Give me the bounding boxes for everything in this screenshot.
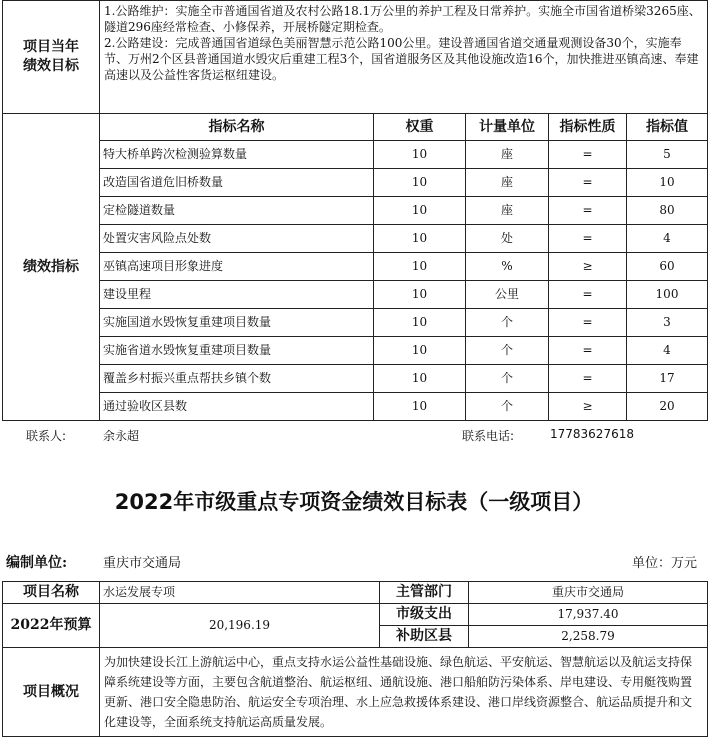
indicator-nature: =	[549, 225, 627, 253]
indicator-nature: =	[549, 141, 627, 169]
contact-phone: 17783627618	[550, 427, 634, 441]
indicator-row	[3, 197, 708, 225]
indicator-unit: 处	[466, 225, 549, 253]
indicator-name: 实施国道水毁恢复重建项目数量	[100, 309, 374, 337]
indicator-value: 60	[627, 253, 708, 281]
indicator-header-row	[3, 114, 708, 141]
indicator-nature: =	[549, 169, 627, 197]
project-table	[2, 581, 708, 737]
indicator-value: 4	[627, 225, 708, 253]
indicator-nature: =	[549, 197, 627, 225]
header-unit: 计量单位	[466, 114, 549, 141]
indicators-label: 绩效指标	[3, 114, 100, 421]
second-title: 2022年市级重点专项资金绩效目标表（一级项目）	[114, 490, 594, 514]
indicator-weight: 10	[374, 197, 466, 225]
indicator-weight: 10	[374, 253, 466, 281]
dept-label: 主管部门	[380, 582, 469, 604]
subsidy-value: 2,258.79	[469, 626, 708, 648]
indicator-nature: =	[549, 309, 627, 337]
indicator-name: 处置灾害风险点处数	[100, 225, 374, 253]
indicator-weight: 10	[374, 337, 466, 365]
indicator-unit: 座	[466, 197, 549, 225]
overview-row	[3, 648, 708, 737]
project-name-row	[3, 582, 708, 604]
indicator-row	[3, 225, 708, 253]
goals-label: 项目当年 绩效目标	[3, 1, 100, 114]
header-weight: 权重	[374, 114, 466, 141]
goals-row	[3, 1, 708, 114]
indicator-name: 巫镇高速项目形象进度	[100, 253, 374, 281]
indicator-row	[3, 141, 708, 169]
indicator-nature: =	[549, 337, 627, 365]
project-name-label: 项目名称	[3, 582, 100, 604]
performance-table	[2, 0, 708, 421]
indicator-nature: ≥	[549, 253, 627, 281]
indicator-row	[3, 393, 708, 421]
project-name: 水运发展专项	[100, 582, 380, 604]
indicator-value: 17	[627, 365, 708, 393]
contact-phone-label: 联系电话:	[462, 429, 515, 443]
indicator-weight: 10	[374, 225, 466, 253]
indicator-row	[3, 337, 708, 365]
city-label: 市级支出	[380, 604, 469, 626]
indicator-name: 定检隧道数量	[100, 197, 374, 225]
indicator-name: 特大桥单跨次检测验算数量	[100, 141, 374, 169]
indicator-nature: =	[549, 365, 627, 393]
indicator-value: 20	[627, 393, 708, 421]
indicator-name: 实施省道水毁恢复重建项目数量	[100, 337, 374, 365]
indicator-unit: %	[466, 253, 549, 281]
indicator-value: 100	[627, 281, 708, 309]
indicator-row	[3, 281, 708, 309]
indicator-row	[3, 365, 708, 393]
subsidy-label: 补助区县	[380, 626, 469, 648]
budget-row	[3, 604, 708, 626]
indicator-unit: 个	[466, 309, 549, 337]
indicator-row	[3, 309, 708, 337]
header-name: 指标名称	[100, 114, 374, 141]
indicator-nature: =	[549, 281, 627, 309]
indicator-name: 通过验收区县数	[100, 393, 374, 421]
indicator-unit: 个	[466, 365, 549, 393]
goals-text	[100, 1, 708, 114]
indicator-weight: 10	[374, 281, 466, 309]
header-value: 指标值	[627, 114, 708, 141]
indicator-weight: 10	[374, 393, 466, 421]
indicator-value: 80	[627, 197, 708, 225]
contact-person-label: 联系人:	[26, 429, 67, 443]
indicator-unit: 个	[466, 337, 549, 365]
unit-text: 单位：万元	[632, 556, 698, 571]
org-label: 编制单位:	[6, 555, 68, 571]
indicator-name: 改造国省道危旧桥数量	[100, 169, 374, 197]
dept-name: 重庆市交通局	[469, 582, 708, 604]
indicator-weight: 10	[374, 169, 466, 197]
city-value: 17,937.40	[469, 604, 708, 626]
budget-value: 20,196.19	[100, 604, 380, 648]
goal-line-1: 1.公路维护：实施全市普通国省道及农村公路18.1万公里的养护工程及日常养护。实施全市国省道桥梁3265座、隧道296座经常检查、小修保养，开展桥隧定期检查。	[104, 4, 701, 34]
indicator-value: 3	[627, 309, 708, 337]
goal-line-2: 2.公路建设：完成普通国省道绿色美丽智慧示范公路100公里。建设普通国省道交通量观测设备30个，实施奉节、万州2个区县普通国道水毁灾后重建工程3个，国省道服务区及其他设施改造16个，加快推进巫镇高速、奉建高速以及公益性客货运枢纽建设。	[104, 36, 699, 82]
overview-text: 为加快建设长江上游航运中心，重点支持水运公益性基础设施、绿色航运、平安航运、智慧航运以及航运支持保障系统建设等方面，主要包含航道整治、航运枢纽、通航设施、港口船舶防污染体系、岸电建设、专用艇筏购置更新、港口安全隐患防治、航运安全专项治理、水上应急救援体系建设、港口岸线资源整合、航运品质提升和文化建设等，全面系统支持航运高质量发展。	[100, 648, 708, 737]
indicator-value: 4	[627, 337, 708, 365]
indicator-row	[3, 253, 708, 281]
indicator-weight: 10	[374, 309, 466, 337]
indicator-unit: 个	[466, 393, 549, 421]
indicator-nature: ≥	[549, 393, 627, 421]
indicator-weight: 10	[374, 365, 466, 393]
indicator-row	[3, 169, 708, 197]
indicator-value: 5	[627, 141, 708, 169]
indicator-unit: 座	[466, 169, 549, 197]
indicator-name: 覆盖乡村振兴重点帮扶乡镇个数	[100, 365, 374, 393]
budget-label: 2022年预算	[3, 604, 100, 648]
org-name: 重庆市交通局	[103, 556, 182, 571]
indicator-unit: 座	[466, 141, 549, 169]
header-nature: 指标性质	[549, 114, 627, 141]
indicator-name: 建设里程	[100, 281, 374, 309]
indicator-value: 10	[627, 169, 708, 197]
overview-label: 项目概况	[3, 648, 100, 737]
contact-person: 余永超	[103, 429, 140, 443]
indicator-weight: 10	[374, 141, 466, 169]
indicator-unit: 公里	[466, 281, 549, 309]
